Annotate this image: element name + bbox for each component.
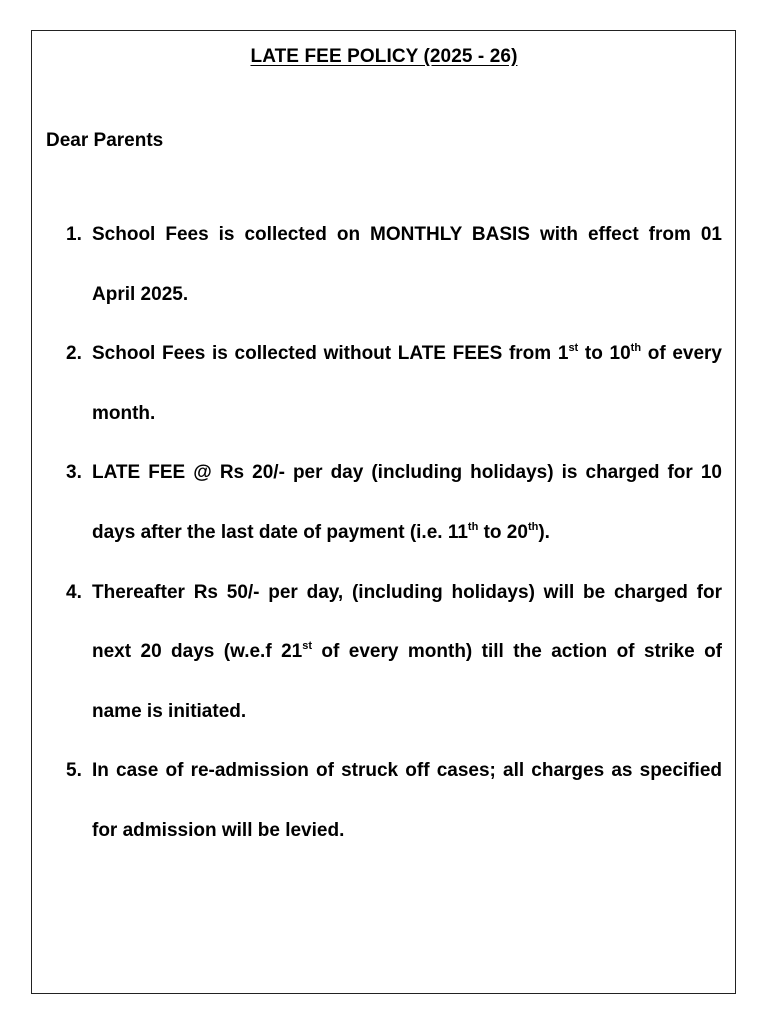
policy-text-segment: of every month) till the action of strike of name is initiated. [92,641,723,722]
policy-item-number: 2. [66,343,82,365]
policy-item-number: 3. [66,462,82,484]
policy-list [66,205,722,861]
ordinal-suffix: th [630,342,642,355]
policy-item [66,443,722,562]
policy-text-segment: School Fees is collected on MONTHLY BASIS with effect from 01 April 2025. [92,224,722,305]
ordinal-suffix: th [527,520,539,533]
policy-item [66,205,722,324]
policy-text-segment: of every month. [92,343,723,424]
salutation: Dear Parents [46,130,164,151]
policy-item-text [92,224,722,305]
policy-text-segment: LATE FEE @ Rs 20/- per day (including holidays) is charged for 10 days after the last date of payment (i.e. 11 [92,462,722,543]
policy-item-number: 5. [66,760,82,782]
policy-text-segment: to 20 [478,521,528,543]
policy-text-segment: In case of re-admission of struck off cases; all charges as specified for admission will be levied. [92,760,722,841]
ordinal-suffix: st [568,342,579,355]
policy-item [66,741,722,860]
policy-item [66,563,722,742]
policy-text-segment: to 10 [578,343,631,365]
policy-item-text [92,462,722,543]
policy-item-text [92,343,722,424]
policy-item-text [92,582,722,722]
policy-text-segment: ). [538,521,550,543]
policy-text-segment: Thereafter Rs 50/- per day, (including holidays) will be charged for next 20 days (w.e.f 21 [92,581,722,663]
policy-item-text [92,760,722,841]
document-title: LATE FEE POLICY (2025 - 26) [250,46,518,67]
policy-item-number: 1. [66,224,82,245]
policy-text-segment: School Fees is collected without LATE FEES from 1 [92,343,569,365]
policy-item-number: 4. [66,581,82,603]
ordinal-suffix: st [302,640,312,653]
ordinal-suffix: th [467,520,479,533]
policy-item [66,324,722,443]
